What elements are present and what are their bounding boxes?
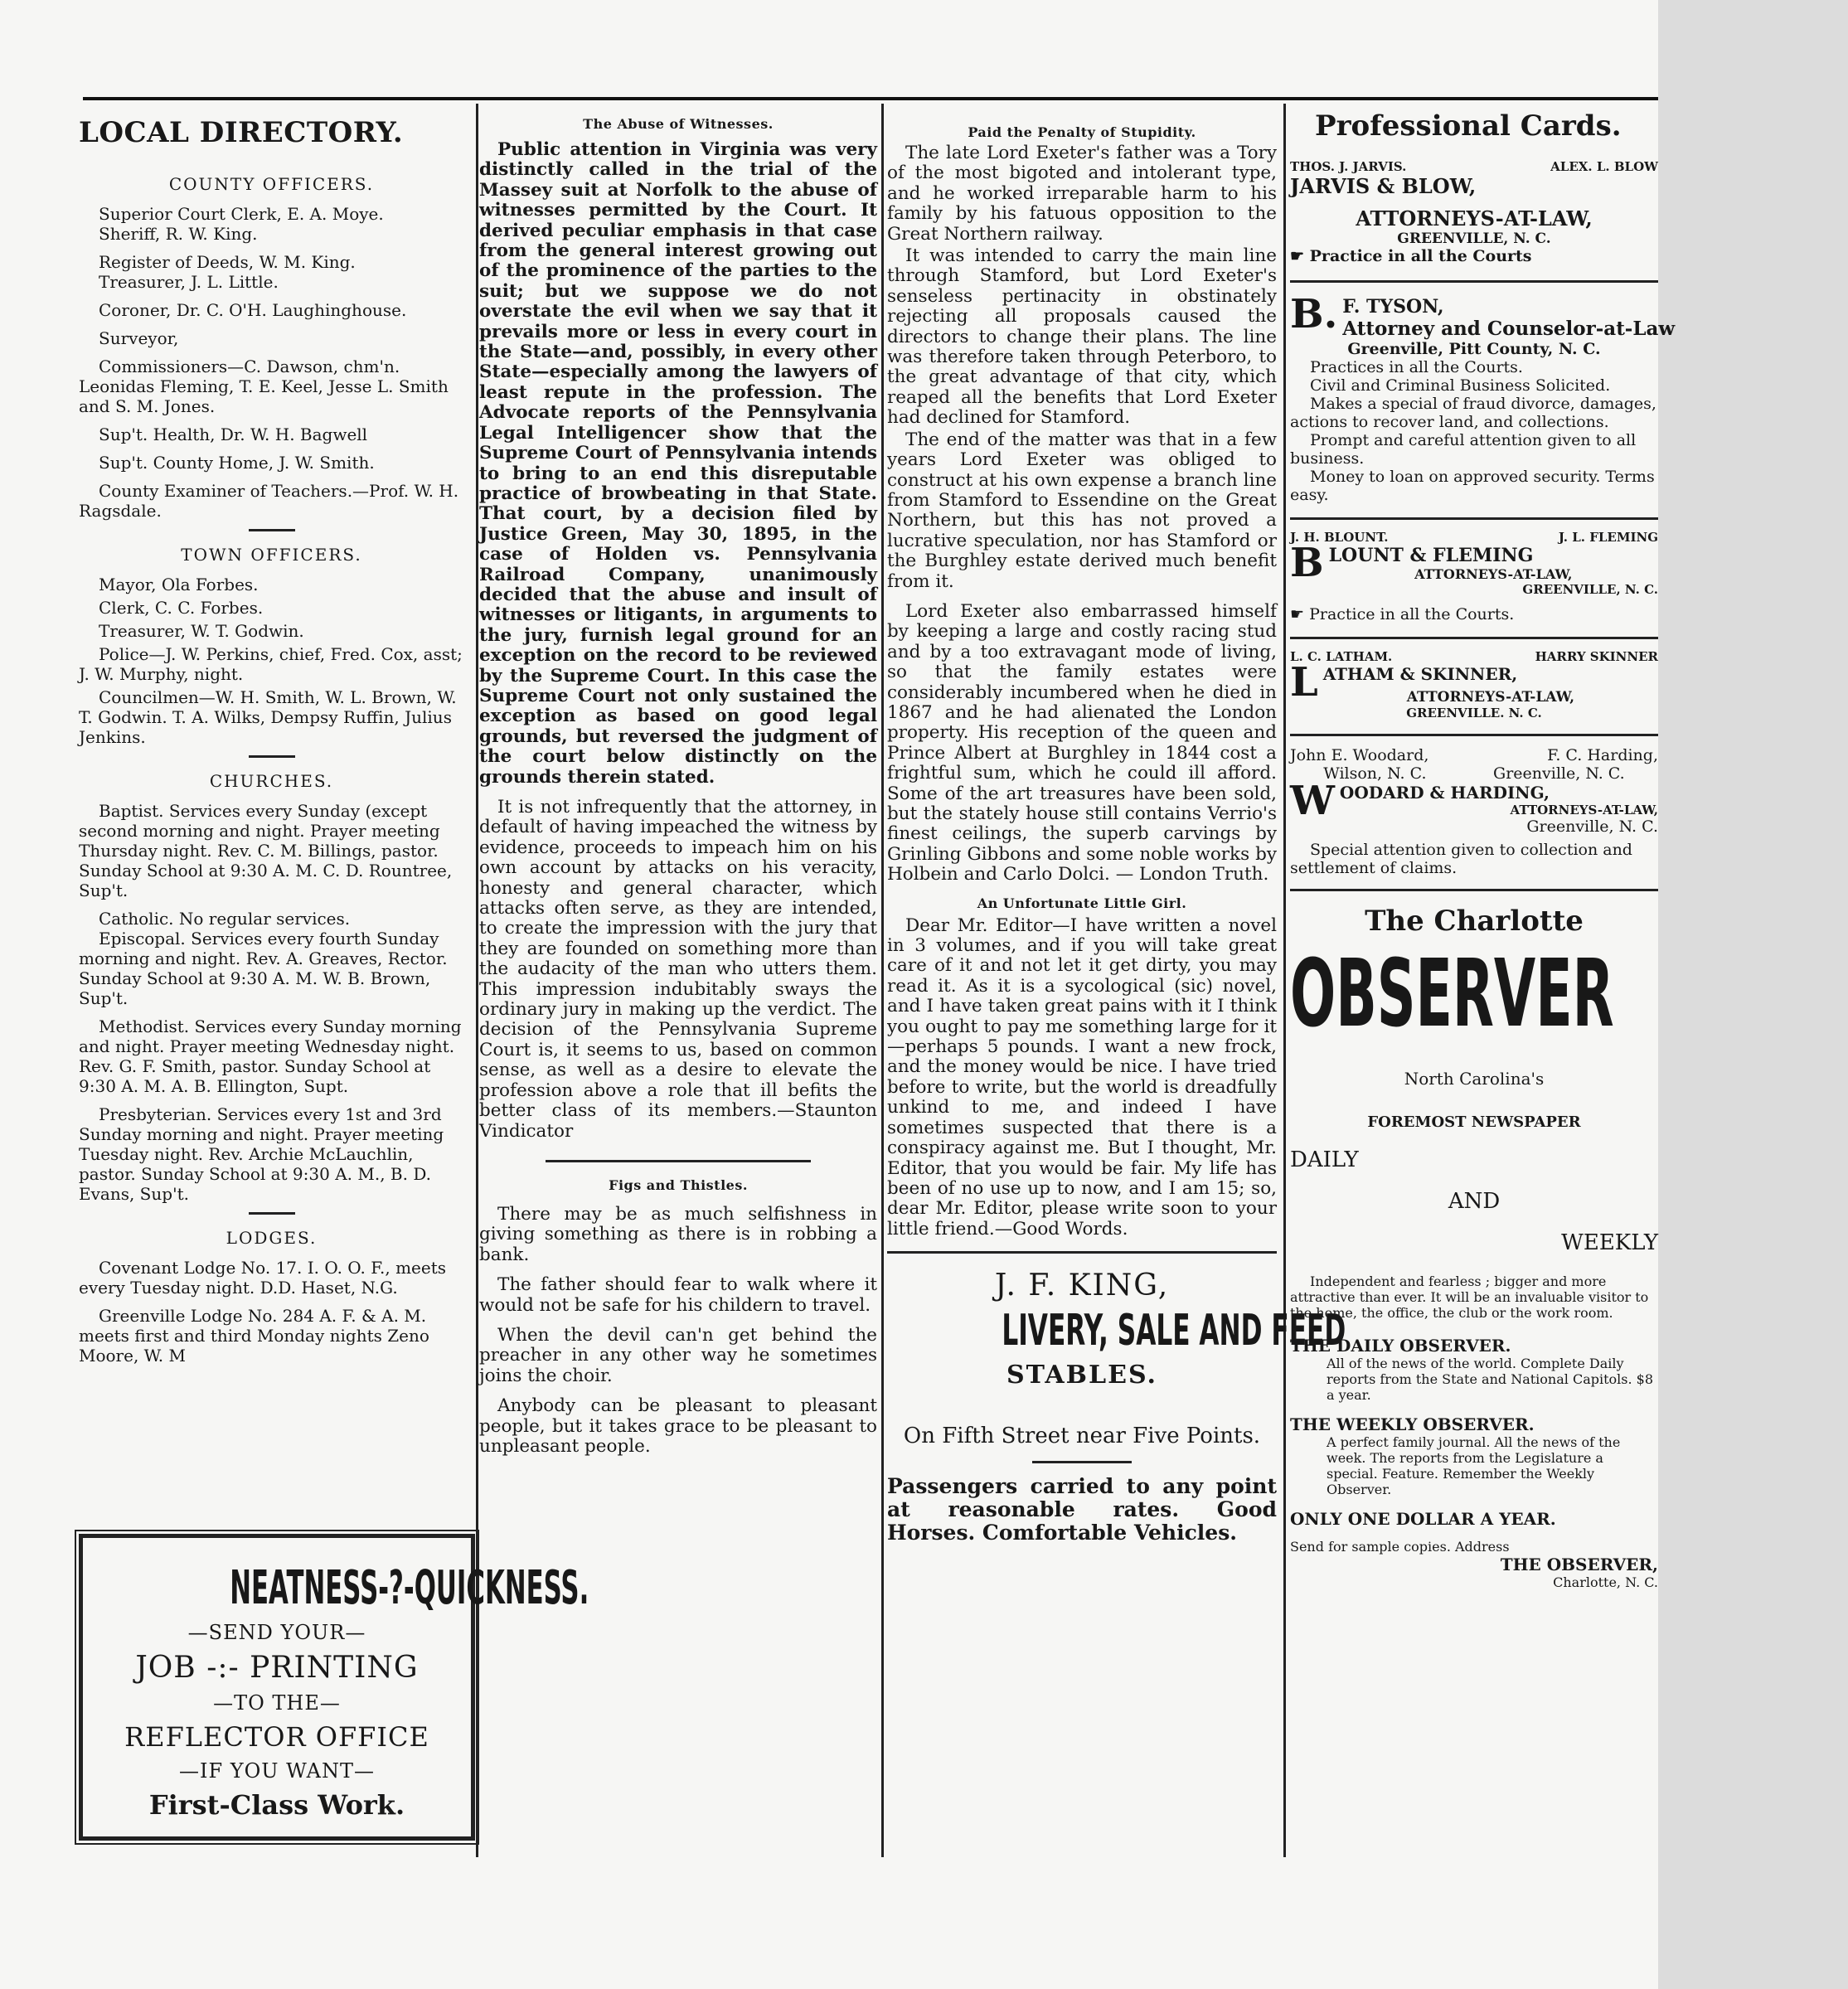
card-name-left: THOS. J. JARVIS. <box>1290 159 1407 174</box>
lodges-list <box>79 1258 464 1366</box>
card-initial: W <box>1290 778 1335 824</box>
card-name-left: L. C. LATHAM. <box>1290 649 1393 664</box>
list-item: Police—J. W. Perkins, chief, Fred. Cox, asst; J. W. Murphy, night. <box>79 644 463 684</box>
card-jarvis-blow <box>1290 159 1658 265</box>
divider <box>249 529 295 531</box>
card-note: ☛ Practice in all the Courts <box>1290 247 1532 265</box>
figs-item: When the devil can'n get behind the preacher in any other way he sometimes joins the choir. <box>479 1324 877 1386</box>
card-line: Money to loan on approved security. Terms easy. <box>1290 468 1655 504</box>
column-abuse-of-witnesses <box>479 108 877 1857</box>
card-place: Greenville, Pitt County, N. C. <box>1347 340 1601 358</box>
column-professional-cards <box>1290 108 1676 1857</box>
card-place: GREENVILLE, N. C. <box>1397 230 1551 247</box>
observer-line3: FOREMOST NEWSPAPER <box>1367 1113 1581 1131</box>
king-name: J. F. KING, <box>994 1269 1170 1303</box>
card-title: ATTORNEYS-AT-LAW, <box>1510 803 1658 817</box>
observer-address1: THE OBSERVER, <box>1500 1555 1658 1574</box>
list-item: Methodist. Services every Sunday morning and night. Prayer meeting Wednesday night. Rev. G. F. Smith, pastor. Sunday School at 9:30 A. M. A. B. Ellington, Supt. <box>79 1016 462 1096</box>
card-name-right: J. L. FLEMING <box>1558 530 1658 545</box>
list-item: Register of Deeds, W. M. King. <box>99 252 356 272</box>
card-place-left: Wilson, N. C. <box>1323 764 1427 783</box>
ad-job-printing-line: JOB -:- PRINTING <box>135 1651 419 1685</box>
observer-address2: Charlotte, N. C. <box>1553 1574 1658 1590</box>
professional-cards-title: Professional Cards. <box>1315 109 1622 143</box>
divider <box>1290 637 1658 639</box>
list-item: Councilmen—W. H. Smith, W. L. Brown, W. T. Godwin. T. A. Wilks, Dempsy Ruffin, Julius Jenkins. <box>79 687 457 747</box>
list-item: Episcopal. Services every fourth Sunday morning and night. Rev. A. Greaves, Rector. Sunday School at 9:30 A. M. W. B. Brown, Sup't. <box>79 929 448 1008</box>
list-item: Baptist. Services every Sunday (except second morning and night. Prayer meeting Thursday night. Rev. C. M. Billings, pastor. Sunday School at 9:30 A. M. C. D. Rountree, Sup't. <box>79 801 453 900</box>
churches-list <box>79 801 464 1204</box>
observer-line1: The Charlotte <box>1365 905 1584 938</box>
article-title: An Unfortunate Little Girl. <box>977 895 1187 911</box>
card-initial: L <box>1290 659 1318 706</box>
observer-daily-text: All of the news of the world. Complete Daily reports from the State and National Capitols. $8 a year. <box>1327 1356 1654 1403</box>
card-line: Practices in all the Courts. <box>1310 358 1523 376</box>
divider <box>1290 280 1658 283</box>
card-woodard-harding <box>1290 746 1658 877</box>
ad-send-line: —SEND YOUR— <box>187 1621 366 1644</box>
list-item: Sup't. County Home, J. W. Smith. <box>99 453 375 473</box>
king-stables-line: STABLES. <box>1006 1361 1157 1390</box>
ad-to-the-line: —TO THE— <box>213 1691 341 1715</box>
card-initial: B <box>1290 540 1324 586</box>
card-name-left: J. H. BLOUNT. <box>1290 530 1389 545</box>
churches-heading: CHURCHES. <box>209 771 334 791</box>
charlotte-observer-ad <box>1290 905 1658 1590</box>
article-paragraph: It was intended to carry the main line through Stamford, but Lord Exeter's senseless pertinacity in obstinately rejecting all proposals caused the directors to change their plans. The line was therefore taken through Peterboro, to the great advantage of that city, which reaped all the benefits that Lord Exeter had declined for Stamford. <box>887 245 1277 429</box>
divider <box>546 1160 811 1162</box>
list-item: Sheriff, R. W. King. <box>99 224 258 244</box>
observer-and: AND <box>1448 1189 1501 1214</box>
list-item: Clerk, C. C. Forbes. <box>99 598 264 618</box>
column-local-directory <box>79 108 464 1517</box>
observer-intro: Independent and fearless ; bigger and more attractive than ever. It will be an invaluable visitor to the home, the office, the club or the work room. <box>1290 1273 1649 1321</box>
card-place: Greenville, N. C. <box>1526 817 1658 836</box>
list-item: Sup't. Health, Dr. W. H. Bagwell <box>99 424 368 444</box>
card-blount-fleming <box>1290 530 1658 623</box>
figs-title: Figs and Thistles. <box>609 1176 748 1193</box>
card-title: ATTORNEYS-AT-LAW, <box>1406 689 1575 706</box>
observer-name: OBSERVER <box>1290 940 1614 1048</box>
card-name-right: HARRY SKINNER <box>1535 649 1658 664</box>
observer-daily: DAILY <box>1290 1147 1359 1172</box>
ad-neatness-line: NEATNESS-?-QUICKNESS. <box>230 1561 589 1615</box>
list-item: Presbyterian. Services every 1st and 3rd Sunday morning and night. Prayer meeting Tuesday night. Rev. Archie McLauchlin, pastor. Sunday School at 9:30 A. M., B. D. Evans, Sup't. <box>79 1104 444 1204</box>
list-item: Covenant Lodge No. 17. I. O. O. F., meets every Tuesday night. D.D. Haset, N.G. <box>79 1258 447 1298</box>
card-title: ATTORNEYS-AT-LAW, <box>1414 566 1573 582</box>
card-name-right: F. C. Harding, <box>1547 746 1658 764</box>
ad-reflector-office-line: REFLECTOR OFFICE <box>124 1721 429 1753</box>
card-tyson <box>1290 291 1676 504</box>
top-rule <box>83 97 1658 100</box>
king-tagline: Passengers carried to any point at reasonable rates. Good Horses. Comfortable Vehicles. <box>887 1474 1277 1545</box>
card-name-right: ALEX. L. BLOW <box>1550 159 1658 174</box>
card-firm: JARVIS & BLOW, <box>1290 174 1477 198</box>
observer-price: ONLY ONE DOLLAR A YEAR. <box>1290 1509 1556 1529</box>
card-name: F. TYSON, <box>1342 296 1444 318</box>
card-place-right: Greenville, N. C. <box>1493 764 1625 783</box>
local-directory-title: LOCAL DIRECTORY. <box>79 116 404 149</box>
observer-send: Send for sample copies. Address <box>1290 1539 1510 1555</box>
article-paragraph: Public attention in Virginia was very distinctly called in the trial of the Massey suit at Norfolk to the abuse of witnesses permitted by the Court. It derived peculiar emphasis in that case from the general interest growing out of the prominence of the parties to the suit; but we suppose we do not overstate the evil when we say that it prevails more or less in every court in the State—and, possibly, in every other State—especially among the lawyers of least repute in the profession. The Advocate reports of the Pennsylvania Legal Intelligencer show that the Supreme Court of Pennsylvania intends to bring to an end this disreputable practice of browbeating in that State. That court, by a decision filed by Justice Green, May 30, 1895, in the case of Holden vs. Pennsylvania Railroad Company, unanimously decided that the abuse and insult of witnesses or litigants, in arguments to the jury, furnish legal ground for an exception on the record to be reviewed by the Supreme Court. In this case the Supreme Court not only sustained the exception as based on good legal grounds, but reversed the judgment of the court below distinctly on the grounds therein stated. <box>479 139 877 788</box>
card-firm: LOUNT & FLEMING <box>1328 545 1534 566</box>
ad-first-class-line: First-Class Work. <box>148 1789 405 1821</box>
card-note: Special attention given to collection and settlement of claims. <box>1290 841 1632 877</box>
king-livery-ad <box>887 1269 1346 1545</box>
list-item: Superior Court Clerk, E. A. Moye. <box>99 204 384 224</box>
article-title: Paid the Penalty of Stupidity. <box>968 124 1196 140</box>
divider <box>1290 734 1658 736</box>
article-paragraph: It is not infrequently that the attorney, in default of having impeached the witness by evidence, proceeds to impeach him on his own account by attacks on his veracity, honesty and general character, which attacks often serve, as they are intended, to create the impression with the jury that they are founded on something more than the audacity of the man who utters them. This impression indubitably sways the ordinary jury in making up the verdict. The decision of the Pennsylvania Supreme Court is, it seems to us, based on common sense, as well as a desire to elevate the profession above a role that ill befits the better class of its members.—Staunton Vindicator <box>479 797 877 1142</box>
card-line: Civil and Criminal Business Solicited. <box>1310 376 1611 395</box>
card-initial: B. <box>1290 291 1338 337</box>
divider <box>1290 517 1658 520</box>
column-rule-2 <box>881 104 884 1857</box>
observer-line2: North Carolina's <box>1404 1069 1545 1089</box>
divider <box>1290 889 1658 891</box>
divider <box>249 755 295 758</box>
list-item: Greenville Lodge No. 284 A. F. & A. M. meets first and third Monday nights Zeno Moore, W. M <box>79 1306 429 1366</box>
list-item: Catholic. No regular services. <box>99 909 351 929</box>
list-item: County Examiner of Teachers.—Prof. W. H. Ragsdale. <box>79 481 459 521</box>
list-item: Mayor, Ola Forbes. <box>99 575 259 594</box>
card-firm: ATHAM & SKINNER, <box>1322 664 1518 684</box>
article-title: The Abuse of Witnesses. <box>583 116 774 132</box>
king-location: On Fifth Street near Five Points. <box>903 1424 1261 1449</box>
observer-weekly: WEEKLY <box>1561 1230 1658 1255</box>
card-name-left: John E. Woodard, <box>1290 746 1429 764</box>
town-officers-list <box>79 575 464 747</box>
article-paragraph: Lord Exeter also embarrassed himself by keeping a large and costly racing stud and by a too extravagant mode of living, so that the family estates were considerably incumbered when he died in 1867 and he had alienated the London property. His reception of the queen and Prince Albert at Burghley in 1844 cost a frightful sum, which he could ill afford. Some of the art treasures have been sold, but the stately house still contains Verrio's finest ceilings, the superb carvings by Grinling Gibbons and some noble works by Holbein and Carlo Dolci. — London Truth. <box>887 600 1277 885</box>
figs-item: The father should fear to walk where it would not be safe for his childern to travel. <box>479 1274 877 1316</box>
divider <box>1032 1461 1132 1463</box>
card-line: Makes a special of fraud divorce, damages, actions to recover land, and collections. <box>1290 395 1656 431</box>
county-officers-heading: COUNTY OFFICERS. <box>168 174 375 194</box>
card-place: GREENVILLE, N. C. <box>1522 582 1658 597</box>
list-item: Treasurer, W. T. Godwin. <box>99 621 304 641</box>
card-place: GREENVILLE. N. C. <box>1406 706 1542 720</box>
ad-if-you-want-line: —IF YOU WANT— <box>179 1759 375 1783</box>
figs-item: There may be as much selfishness in giving something as there is in robbing a bank. <box>479 1203 877 1265</box>
card-latham-skinner <box>1290 649 1658 720</box>
king-livery-line: LIVERY, SALE AND FEED <box>1002 1306 1346 1356</box>
figs-item: Anybody can be pleasant to pleasant people, but it takes grace to be pleasant to unpleasant people. <box>479 1395 877 1457</box>
card-line: Prompt and careful attention given to all business. <box>1290 431 1637 468</box>
observer-weekly-text: A perfect family journal. All the news of the week. The reports from the Legislature a special. Feature. Remember the Weekly Observer. <box>1327 1434 1621 1497</box>
observer-weekly-heading: THE WEEKLY OBSERVER. <box>1290 1414 1535 1434</box>
divider <box>887 1251 1277 1254</box>
reflector-job-printing-ad <box>79 1534 589 1841</box>
card-note: ☛ Practice in all the Courts. <box>1290 605 1515 623</box>
list-item: Commissioners—C. Dawson, chm'n. Leonidas Fleming, T. E. Keel, Jesse L. Smith and S. M. Jones. <box>79 357 449 416</box>
list-item: Treasurer, J. L. Little. <box>99 272 279 292</box>
divider <box>249 1212 295 1215</box>
card-firm: OODARD & HARDING, <box>1339 783 1550 803</box>
article-paragraph: The late Lord Exeter's father was a Tory of the most bigoted and intolerant type, and he worked irreparable harm to his family by his fatuous opposition to the Great Northern railway. <box>887 143 1277 245</box>
observer-daily-heading: THE DAILY OBSERVER. <box>1290 1336 1511 1356</box>
card-title: Attorney and Counselor-at-Law <box>1342 318 1676 340</box>
column-rule-3 <box>1283 104 1286 1857</box>
article-paragraph: Dear Mr. Editor—I have written a novel in 3 volumes, and if you will take great care of it and not let it get dirty, you may read it. As it is a sycological (sic) novel, and I have taken great pains with it I think you ought to pay me something large for it—perhaps 5 pounds. I want a new frock, and the money would be nice. I have tried before to write, but the world is dreadfully unkind to me, and indeed I have sometimes suspected that there is a conspiracy against me. But I thought, Mr. Editor, that you would be fair. My life has been of no use up to now, and I am 15; so, dear Mr. Editor, please write soon to your little friend.—Good Words. <box>887 914 1277 1239</box>
list-item: Surveyor, <box>99 328 179 348</box>
list-item: Coroner, Dr. C. O'H. Laughinghouse. <box>99 300 407 320</box>
article-paragraph: The end of the matter was that in a few years Lord Exeter was obliged to construct at his own expense a branch line from Stamford to Essendine on the Great Northern, but this has not proved a lucrative speculation, nor has Stamford or the Burghley estate derived much benefit from it. <box>887 429 1277 592</box>
county-officers-list <box>79 204 464 521</box>
card-title: ATTORNEYS-AT-LAW, <box>1356 206 1593 230</box>
lodges-heading: LODGES. <box>226 1228 318 1248</box>
town-officers-heading: TOWN OFFICERS. <box>181 545 362 565</box>
